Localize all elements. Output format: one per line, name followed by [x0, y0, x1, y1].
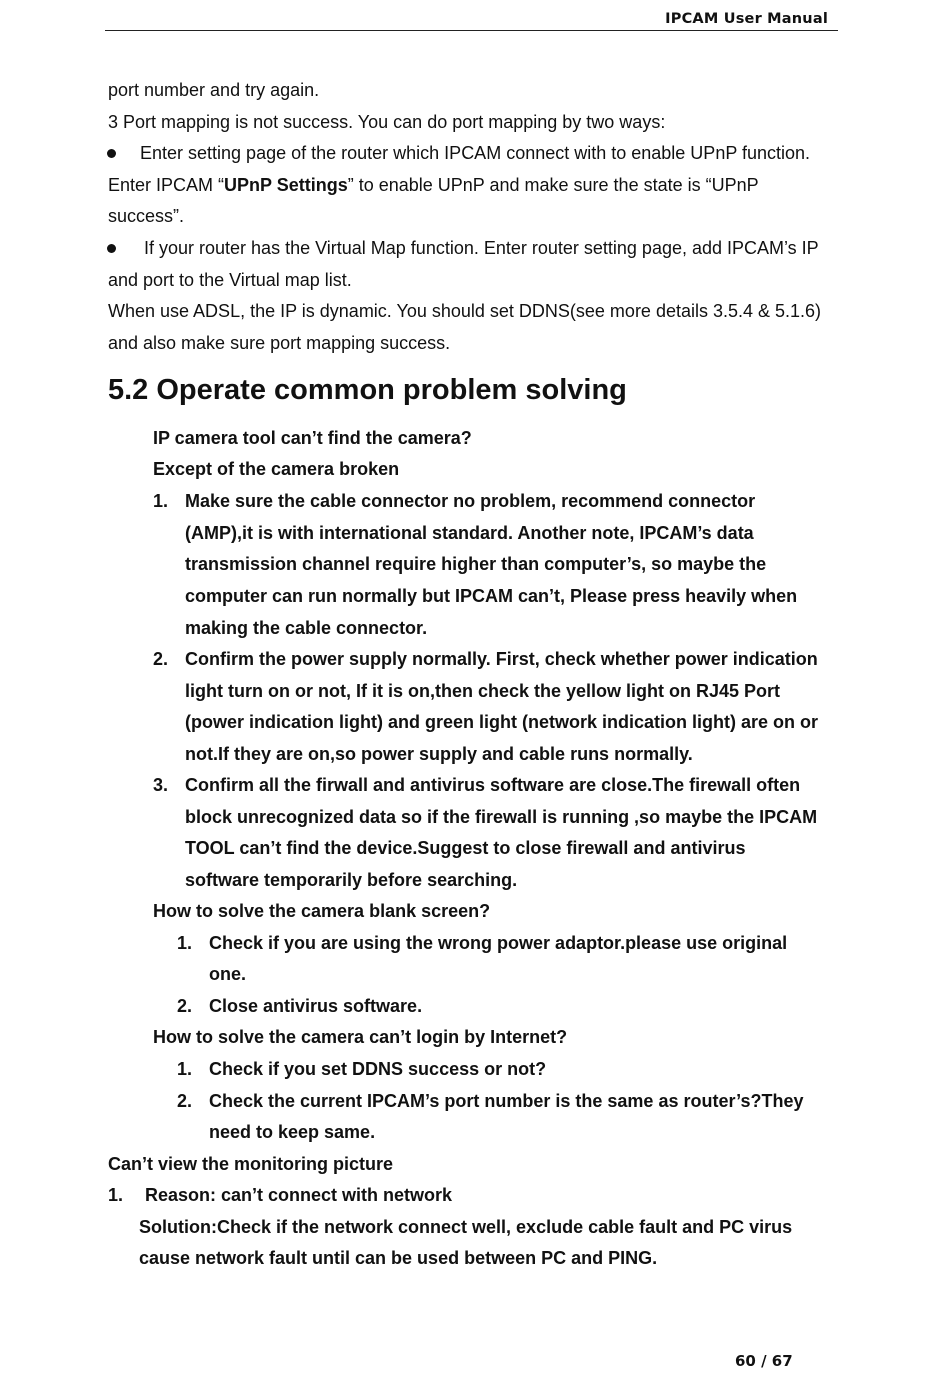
list-line: Close antivirus software. — [209, 996, 423, 1016]
list-line: TOOL can’t find the device.Suggest to close firewall and antivirus — [185, 838, 746, 858]
intro-line: When use ADSL, the IP is dynamic. You should set DDNS(see more details 3.5.4 & 5.1.6) — [108, 301, 822, 321]
solution-line: Solution:Check if the network connect well, exclude cable fault and PC virus — [139, 1217, 793, 1237]
list-line: need to keep same. — [209, 1122, 376, 1142]
list-line: making the cable connector. — [185, 618, 428, 638]
list-number: 1. — [177, 933, 193, 953]
question-title: How to solve the camera blank screen? — [153, 901, 491, 921]
list-line: Check if you set DDNS success or not? — [209, 1059, 547, 1079]
header-title: IPCAM User Manual — [665, 11, 828, 27]
list-line: light turn on or not, If it is on,then check the yellow light on RJ45 Port — [185, 681, 781, 701]
question-title: How to solve the camera can’t login by Internet? — [153, 1027, 568, 1047]
list-line: Check the current IPCAM’s port number is the same as router’s?They — [209, 1091, 804, 1111]
list-line: Confirm the power supply normally. First, check whether power indication — [185, 649, 818, 669]
page-number: 60 / 67 — [735, 1352, 793, 1370]
list-number: 2. — [177, 1091, 193, 1111]
list-line: not.If they are on,so power supply and cable runs normally. — [185, 744, 693, 764]
page-header — [105, 8, 838, 31]
intro-line: and port to the Virtual map list. — [108, 270, 352, 290]
question-title: IP camera tool can’t find the camera? — [153, 428, 472, 448]
bullet-icon — [107, 244, 116, 253]
intro-line: 3 Port mapping is not success. You can do port mapping by two ways: — [108, 112, 666, 132]
list-number: 2. — [177, 996, 193, 1016]
list-line: (power indication light) and green light (network indication light) are on or — [185, 712, 818, 732]
list-line: block unrecognized data so if the firewall is running ,so maybe the IPCAM — [185, 807, 818, 827]
list-line: Confirm all the firwall and antivirus software are close.The firewall often — [185, 775, 801, 795]
question-subtitle: Except of the camera broken — [153, 459, 400, 479]
list-line: software temporarily before searching. — [185, 870, 518, 890]
intro-line: and also make sure port mapping success. — [108, 333, 451, 353]
list-line: transmission channel require higher than computer’s, so maybe the — [185, 554, 767, 574]
list-line: Check if you are using the wrong power adaptor.please use original — [209, 933, 788, 953]
intro-line: success”. — [108, 206, 185, 226]
list-number: 3. — [153, 775, 169, 795]
bullet-text: If your router has the Virtual Map function. Enter router setting page, add IPCAM’s IP — [144, 238, 819, 258]
question-title: Can’t view the monitoring picture — [108, 1154, 394, 1174]
intro-line — [108, 173, 759, 197]
intro-line: port number and try again. — [108, 80, 320, 100]
list-number: 1. — [153, 491, 169, 511]
bullet-icon — [107, 149, 116, 158]
bullet-text: Enter setting page of the router which IPCAM connect with to enable UPnP function. — [140, 143, 811, 163]
list-line: Make sure the cable connector no problem, recommend connector — [185, 491, 756, 511]
list-line: one. — [209, 964, 247, 984]
section-heading: 5.2 Operate common problem solving — [108, 374, 627, 406]
list-number: 2. — [153, 649, 169, 669]
text-span: ” to enable UPnP and make sure the state is “UPnP — [347, 175, 759, 195]
list-line: (AMP),it is with international standard. Another note, IPCAM’s data — [185, 523, 754, 543]
solution-line: cause network fault until can be used between PC and PING. — [139, 1248, 658, 1268]
list-number: 1. — [108, 1185, 124, 1205]
list-line: computer can run normally but IPCAM can’t, Please press heavily when — [185, 586, 798, 606]
upnp-settings-label: UPnP Settings — [224, 175, 348, 195]
list-number: 1. — [177, 1059, 193, 1079]
list-line: Reason: can’t connect with network — [145, 1185, 453, 1205]
text-span: Enter IPCAM “ — [108, 175, 225, 195]
